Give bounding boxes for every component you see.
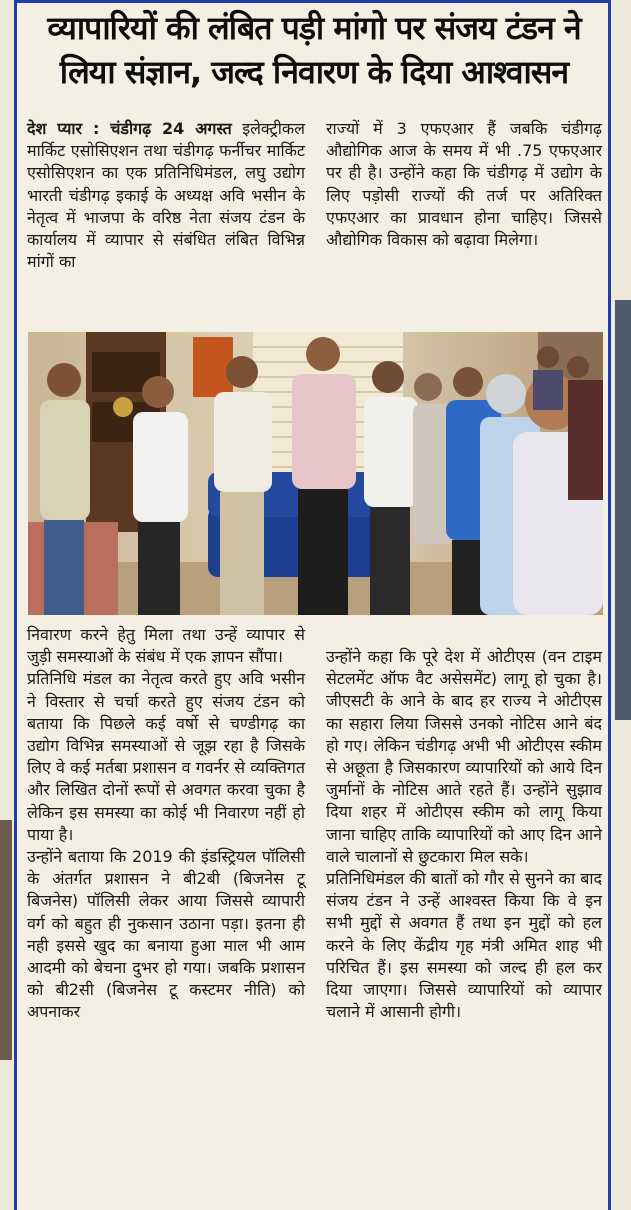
frame-rule-right — [608, 0, 611, 1210]
dateline: देश प्यार : चंडीगढ़ 24 अगस्त — [27, 119, 232, 138]
frame-rule-top — [14, 0, 611, 3]
paragraph: प्रतिनिधिमंडल की बातों को गौर से सुनने का बाद संजय टंडन ने उन्हें आश्वस्त किया कि वे इन सभी मुद्दों से अवगत हैं तथा इन मुद्दों को हल करने के लिए केंद्रीय गृह मंत्री अमित शाह भी परिचित हैं। इस समस्या को जल्द ही हल कर दिया जाएगा। जिससे व्यापारियों को व्यापार चलाने में आसानी होगी। — [326, 869, 602, 1022]
neighbor-photo-edge — [615, 300, 631, 720]
frame-rule-left — [14, 0, 17, 1210]
article-column-bottom-left — [27, 624, 305, 1024]
headline: व्यापारियों की लंबित पड़ी मांगो पर संजय टंडन ने लिया संज्ञान, जल्द निवारण के दिया आश्वासन — [47, 9, 581, 91]
article-column-top-left — [27, 118, 305, 273]
article-column-bottom-right — [326, 646, 602, 1023]
article-text-top-left — [27, 118, 305, 273]
article-column-top-right — [326, 118, 602, 251]
article-text-top-right: राज्यों में 3 एफएआर हैं जबकि चंडीगढ़ औद्योगिक आज के समय में भी .75 एफएआर पर ही है। उन्होंने कहा कि चंडीगढ़ में उद्योग के लिए पड़ोसी राज्यों की तर्ज पर अतिरिक्त एफएआर का प्रावधान होना चाहिए। जिससे औद्योगिक विकास को बढ़ावा मिलेगा। — [326, 119, 602, 250]
lead-paragraph: इलेक्ट्रीकल मार्किट एसोसिएशन तथा चंडीगढ़ फर्नीचर मार्किट एसोसिएशन का एक प्रतिनिधिमंडल, लघु उद्योग भारती चंडीगढ़ इकाई के अध्यक्ष अवि भसीन के नेतृत्व में भाजपा के वरिष्ठ नेता संजय टंडन के कार्यालय में व्यापार से संबंधित लंबित विभिन्न मांगों का — [27, 119, 305, 272]
paragraph: उन्होंने बताया कि 2019 की इंडस्ट्रियल पॉलिसी के अंतर्गत प्रशासन ने बी2बी (बिजनेस टू बिजनेस) पॉलिसी लेकर आया जिससे व्यापारी वर्ग को बहुत ही नुकसान उठाना पड़ा। इतना ही नही इससे खुद का बनाया हुआ माल भी आम आदमी को बेचना दुभर हो गया। जबकि प्रशासन को बी2सी (बिजनेस टू कस्टमर नीति) को अपनाकर — [27, 847, 305, 1022]
paragraph: प्रतिनिधि मंडल का नेतृत्व करते हुए अवि भसीन ने विस्तार से चर्चा करते हुए संजय टंडन को बताया कि पिछले कई वर्षो से चण्डीगढ़ का उद्योग विभिन्न समस्याओं से जूझ रहा है जिसके लिए वे कई मर्तबा प्रशासन व गवर्नर से व्यक्तिगत और लिखित दोनों रूपों से अवगत करवा चुका है लेकिन इस समस्या का कोई भी निवारण नहीं हो पाया है। — [27, 669, 305, 844]
paragraph: उन्होंने कहा कि पूरे देश में ओटीएस (वन टाइम सेटलमेंट ऑफ वैट असेसमेंट) लागू हो चुका है। जीएसटी के आने के बाद हर राज्य ने ओटीएस का सहारा लिया जिससे उनको नोटिस आने बंद हो गए। लेकिन चंडीगढ़ अभी भी ओटीएस स्कीम से अछूता है जिसकारण व्यापारियों को आये दिन जुर्मानों के नोटिस आते रहते हैं। उन्होंने सुझाव दिया शहर में ओटीएस स्कीम को लागू किया जाना चाहिए ताकि व्यापारियों को आए दिन आने वाले चालानों से छुटकारा मिल सके। — [326, 647, 602, 866]
paragraph: निवारण करने हेतु मिला तथा उन्हें व्यापार से जुड़ी समस्याओं के संबंध में एक ज्ञापन सौंपा। — [27, 625, 305, 667]
group-photo — [28, 332, 603, 615]
group-photo-icon — [28, 332, 603, 615]
neighbor-photo-edge-left — [0, 820, 12, 1060]
